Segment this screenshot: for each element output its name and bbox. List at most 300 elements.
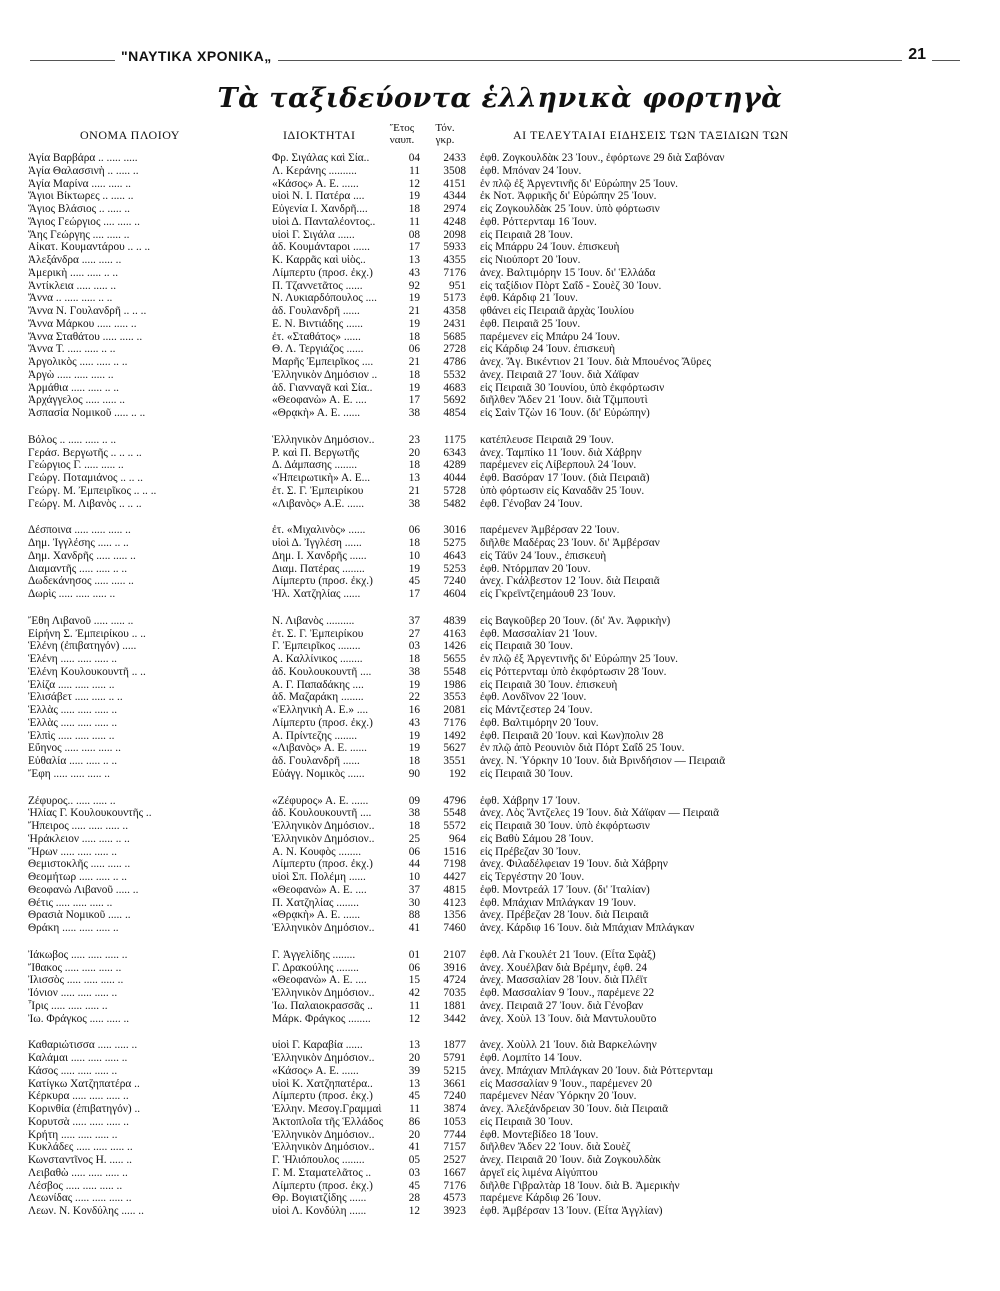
year-built: 01 (408, 948, 420, 961)
ship-name: Ἑλένη Κουλουκουντῆ .. .. (28, 665, 146, 678)
latest-news: ἐφθ. Χάβρην 17 Ἰουν. (480, 794, 581, 807)
year-built: 21 (408, 356, 420, 368)
ship-name: Δημ. Χανδρῆς ..... ..... .. (28, 549, 136, 562)
owner: Ἑλληνικὸν Δημόσιον .. (272, 368, 378, 381)
ship-name: Ἁγία Μαρίνα ..... ..... .. (28, 177, 131, 190)
table-row (28, 241, 863, 254)
ship-group (28, 949, 863, 1026)
table-row (28, 190, 863, 203)
owner: υἱοὶ Λ. Κονδύλη ...... (272, 1205, 367, 1217)
owner: Εὐγενία Ι. Χανδρῆ.... (272, 203, 368, 215)
tonnage: 7460 (443, 922, 466, 934)
year-built: 16 (408, 704, 420, 716)
ship-name: Δωρὶς ..... ..... ..... .. (28, 588, 116, 600)
owner: Ἑλληνικὸν Δημόσιον.. (272, 987, 375, 999)
table-row (28, 1000, 863, 1013)
year-built: 10 (408, 871, 420, 883)
year-built: 45 (408, 1090, 420, 1103)
year-built: 21 (408, 305, 420, 317)
tonnage: 4683 (443, 381, 466, 394)
tonnage: 3923 (443, 1205, 466, 1217)
year-built: 30 (408, 896, 420, 909)
year-built: 45 (408, 575, 420, 588)
year-built: 42 (408, 987, 420, 999)
ship-name: Ἀργολικὸς ..... ..... .. .. (28, 356, 128, 368)
tonnage: 2974 (443, 203, 466, 215)
tonnage: 3016 (443, 524, 466, 537)
ship-name: Κρήτη ..... ..... ..... .. (28, 1128, 118, 1141)
table-row (28, 897, 863, 910)
ship-name: Λειβαθὼ ..... ..... ..... .. (28, 1166, 128, 1179)
owner: υἱοὶ Κ. Χατζηπατέρα.. (272, 1077, 373, 1090)
year-built: 18 (408, 203, 420, 215)
owner: Λίμπερτυ (προσ. ἐκχ.) (272, 858, 373, 871)
year-built: 06 (408, 845, 420, 858)
tonnage: 7198 (443, 858, 466, 871)
table-row (28, 575, 863, 588)
latest-news: ἐφθ. Γένοβαν 24 Ἰουν. (480, 497, 583, 510)
year-built: 18 (408, 537, 420, 549)
tonnage: 4573 (443, 1192, 466, 1205)
tonnage: 5572 (443, 820, 466, 832)
latest-news: ἀνεχ. Χοὺλ 13 Ἰουν. διὰ Μαντυλουῦτο (480, 1012, 657, 1025)
latest-news: ἀργεῖ εἰς λιμένα Αἰγύπτου (480, 1166, 598, 1179)
tonnage: 4724 (443, 974, 466, 987)
year-built: 09 (408, 794, 420, 807)
tonnage: 1492 (443, 729, 466, 742)
year-built: 03 (408, 1166, 420, 1179)
latest-news: ἐφθ. Μπόναν 24 Ἰουν. (480, 164, 582, 177)
ship-name: Ἐλπὶς ..... ..... ..... .. (28, 729, 115, 742)
latest-news: παρέμενεν εἰς Λίβερπουλ 24 Ἰουν. (480, 459, 637, 472)
owner: Π. Χατζηλίας ........ (272, 896, 359, 909)
tonnage: 3553 (443, 691, 466, 704)
ship-group (28, 152, 863, 420)
owner: «Ἑλληνικὴ Α. Ε.» .... (272, 704, 369, 716)
year-built: 17 (408, 588, 420, 600)
ship-name: Ἥρων ..... ..... ..... .. (28, 845, 117, 858)
year-built: 38 (408, 807, 420, 820)
ship-name: Ἁγία Βαρβάρα .. ..... ..... (28, 152, 138, 164)
tonnage: 4815 (443, 883, 466, 896)
owner: Γ. Ἀγγελίδης ........ (272, 948, 356, 961)
owner: Γ. Δρακούλης ........ (272, 961, 359, 974)
latest-news: εἰς Μπάρρυ 24 Ἰουν. ἐπισκευὴ (480, 241, 620, 254)
ship-name: Ἀσπασία Νομικοῦ ..... .. .. (28, 407, 146, 419)
year-built: 13 (408, 472, 420, 484)
owner: Λ. Κεράνης .......... (272, 164, 357, 177)
ship-group (28, 434, 863, 511)
owner: Ἑλληνικὸν Δημόσιον.. (272, 1052, 375, 1064)
latest-news: εἰς Ζογκουλδὰκ 25 Ἰουν. ὑπὸ φόρτωσιν (480, 203, 660, 215)
tonnage: 7744 (443, 1128, 466, 1141)
tonnage: 7035 (443, 987, 466, 999)
latest-news: ἀνεχ. Γκάλβεστον 12 Ἰουν. διὰ Πειραιᾶ (480, 575, 660, 588)
owner: υἱοὶ Γ. Σιγάλα ...... (272, 228, 355, 241)
latest-news: ἀνεχ. Ταμπίκο 11 Ἰουν. διὰ Χάβρην (480, 446, 642, 459)
table-row (28, 203, 863, 216)
tonnage: 1986 (443, 678, 466, 691)
latest-news: ἀνεχ. Λὸς Ἄντζελες 19 Ἰουν. διὰ Χάϊφαν — Πειραιᾶ (480, 807, 720, 820)
year-built: 44 (408, 858, 420, 871)
year-built: 17 (408, 394, 420, 407)
latest-news: εἰς Πειραιᾶ 30 Ἰουν. (480, 640, 573, 653)
latest-news: ἀνεχ. Πρέβεζαν 28 Ἰουν. διὰ Πειραιᾶ (480, 909, 649, 922)
owner: Θ. Λ. Τεργιάζος ...... (272, 343, 364, 356)
latest-news: παρέμενεν Νέαν Ὑόρκην 20 Ἰουν. (480, 1090, 637, 1103)
table-row (28, 1205, 863, 1218)
latest-news: ὑπὸ φόρτωσιν εἰς Καναδᾶν 25 Ἰουν. (480, 484, 645, 497)
table-row (28, 871, 863, 884)
owner: «Λιβανὸς» Α. Ε. ...... (272, 742, 367, 755)
tonnage: 1426 (443, 640, 466, 653)
ship-name: Βόλος .. ..... ..... .. .. (28, 433, 117, 446)
tonnage: 1053 (443, 1115, 466, 1128)
running-header (30, 46, 960, 70)
latest-news: φθάνει εἰς Πειραιᾶ ἀρχὰς Ἰουλίου (480, 305, 635, 317)
ship-name: Ἁγία Θαλασσινὴ .. ..... .. (28, 164, 139, 177)
latest-news: εἰς Πειραιᾶ 30 Ἰουν. (480, 1115, 573, 1128)
year-built: 43 (408, 716, 420, 729)
ship-name: Θεοφανὼ Λιβανοῦ ..... .. (28, 883, 139, 896)
year-built: 19 (408, 729, 420, 742)
owner: Λίμπερτυ (προσ. ἐκχ.) (272, 1090, 373, 1103)
table-row (28, 305, 863, 318)
year-built: 17 (408, 241, 420, 254)
year-built: 21 (408, 484, 420, 497)
year-built: 03 (408, 640, 420, 653)
latest-news: εἰς Πειραιᾶ 30 Ἰουν. ἐπισκευὴ (480, 678, 618, 691)
tonnage: 4427 (443, 871, 466, 883)
table-row (28, 640, 863, 653)
year-built: 11 (409, 215, 420, 228)
table-row (28, 974, 863, 987)
tonnage: 4643 (443, 549, 466, 562)
col-tons (425, 122, 465, 146)
ship-name: Ἑλλὰς ..... ..... ..... .. (28, 704, 118, 716)
owner: Π. Τζαννετᾶτος ...... (272, 279, 363, 292)
latest-news: εἰς Βαγκοῦβερ 20 Ἰουν. (δι' Ἀν. Ἀφρικὴν) (480, 614, 671, 627)
table-row (28, 768, 863, 781)
latest-news: εἰς Πειραιᾶ 28 Ἰουν. (480, 228, 573, 241)
page-title: Τὰ ταξιδεύοντα ἑλληνικὰ φορτηγὰ (217, 83, 783, 114)
year-built: 19 (408, 381, 420, 394)
latest-news: ἀνεχ. Φιλαδέλφειαν 19 Ἰουν. διὰ Χάβρην (480, 858, 668, 871)
latest-news: διῆλθεν Ἄδεν 21 Ἰουν. διὰ Τζιμπουτὶ (480, 394, 648, 407)
latest-news: ἀνεχ. Μπάχιαν Μπλάγκαν 20 Ἰουν. διὰ Ρόττερνταμ (480, 1064, 714, 1077)
year-built: 19 (408, 292, 420, 305)
tonnage: 1667 (443, 1166, 466, 1179)
table-row (28, 254, 863, 267)
year-built: 20 (408, 1128, 420, 1141)
year-built: 41 (408, 1141, 420, 1154)
table-row (28, 550, 863, 563)
tonnage: 3916 (443, 961, 466, 974)
owner: Ἠλ. Χατζηλίας ...... (272, 588, 361, 600)
year-built: 37 (408, 614, 420, 627)
ship-name: Ἐλισάβετ ..... ..... .. .. (28, 691, 123, 704)
ship-name: Γεώργ. Ποταμιάνος .. .. .. (28, 472, 143, 484)
tonnage: 1356 (443, 909, 466, 922)
year-built: 12 (408, 177, 420, 190)
year-built: 38 (408, 407, 420, 419)
ship-name: Ἴθακος ..... ..... ..... .. (28, 961, 122, 974)
table-row (28, 537, 863, 550)
table-row (28, 820, 863, 833)
owner: Ἀκτοπλοΐα τῆς Ἑλλάδος (272, 1115, 384, 1128)
ship-name: Θράκη ..... ..... ..... .. (28, 922, 119, 934)
tonnage: 5253 (443, 562, 466, 575)
year-built: 12 (408, 1205, 420, 1217)
owner: «Θρᾳκὴ» Α. Ε. ...... (272, 407, 361, 419)
year-built: 45 (408, 1179, 420, 1192)
table-row (28, 653, 863, 666)
table-row (28, 1167, 863, 1180)
ship-name: Ἑλλὰς ..... ..... ..... .. (28, 716, 118, 729)
latest-news: εἰς Σαὶν Τζὼν 16 Ἰουν. (δι' Εὐρώπην) (480, 407, 650, 419)
tonnage: 5548 (443, 665, 466, 678)
year-built: 18 (408, 459, 420, 472)
tonnage: 5548 (443, 807, 466, 820)
owner: Κ. Καρρᾶς καὶ υἱὸς.. (272, 254, 366, 266)
year-built: 19 (408, 317, 420, 330)
owner: Α. Ν. Κουφὸς ........ (272, 845, 362, 858)
table-row (28, 858, 863, 871)
table-row (28, 1141, 863, 1154)
tonnage: 5173 (443, 292, 466, 305)
tonnage: 4151 (443, 177, 466, 190)
owner: «Θεοφανὼ» Α. Ε. .... (272, 394, 367, 407)
ship-name: Ἅης Γεώργης .... ..... .. (28, 228, 130, 241)
latest-news: ἐφθ. Πειραιᾶ 20 Ἰουν. καὶ Κων)πολιν 28 (480, 729, 664, 742)
owner: υἱοὶ Γ. Καραβία ...... (272, 1039, 363, 1052)
owner: Μάρκ. Φράγκος ........ (272, 1012, 371, 1025)
table-row (28, 331, 863, 344)
tonnage: 5215 (443, 1064, 466, 1077)
tonnage: 2098 (443, 228, 466, 241)
owner: ἀδ. Κουλουκουντῆ .... (272, 807, 372, 820)
latest-news: ἐφθ. Μασσαλίαν 21 Ἰουν. (480, 627, 598, 640)
ship-name: Ἑλένη ..... ..... ..... .. (28, 653, 117, 665)
owner: Ρ. καὶ Π. Βεργωτῆς (272, 446, 360, 459)
year-built: 04 (408, 152, 420, 164)
ship-name: Καθαριώτισσα ..... ..... .. (28, 1039, 138, 1052)
tonnage: 4248 (443, 215, 466, 228)
ship-name: Ἀλεξάνδρα ..... ..... .. (28, 254, 122, 266)
year-built: 06 (408, 343, 420, 356)
table-row (28, 382, 863, 395)
table-row (28, 165, 863, 178)
col-year-line1: Ἔτος (389, 122, 415, 134)
tonnage: 3508 (443, 164, 466, 177)
tonnage: 3551 (443, 755, 466, 767)
year-built: 06 (408, 961, 420, 974)
latest-news: παρέμενε Κάρδιφ 26 Ἰουν. (480, 1192, 602, 1205)
ship-name: Εἰρήνη Σ. Ἐμπειρίκου .. .. (28, 627, 146, 640)
latest-news: ἀνεχ. Χουέλβαν διὰ Βρέμην, ἐφθ. 24 (480, 961, 648, 974)
latest-news: ἐν πλῷ ἐξ Ἀργεντινῆς δι' Εὐρώπην 25 Ἰουν. (480, 653, 678, 665)
table-row (28, 369, 863, 382)
owner: Δ. Δάμπασης ........ (272, 459, 358, 472)
table-row (28, 472, 863, 485)
latest-news: ἐκ Νοτ. Ἀφρικῆς δι' Εὐρώπην 25 Ἰουν. (480, 190, 657, 203)
table-row (28, 742, 863, 755)
page-number: 21 (902, 46, 932, 64)
tonnage: 964 (449, 832, 466, 845)
year-built: 92 (408, 279, 420, 292)
latest-news: διῆλθε Γιβραλτὰρ 18 Ἰουν. διὰ Β. Ἀμερικὴν (480, 1179, 680, 1192)
owner: ἐτ. Σ. Γ. Ἐμπειρίκου (272, 627, 364, 640)
latest-news: ἐφθ. Ἀμβέρσαν 13 Ἰουν. (Εἶτα Ἀγγλίαν) (480, 1205, 663, 1217)
latest-news: ἐφθ. Κάρδιφ 21 Ἰουν. (480, 292, 578, 305)
year-built: 43 (408, 266, 420, 279)
latest-news: παρέμενεν εἰς Μπάρυ 24 Ἰουν. (480, 330, 620, 343)
owner: Ἑλληνικὸν Δημόσιον.. (272, 820, 375, 832)
ship-name: Κορυτσὰ ..... ..... ..... .. (28, 1115, 129, 1128)
table-row (28, 1039, 863, 1052)
year-built: 19 (408, 562, 420, 575)
table-row (28, 524, 863, 537)
ship-name: Ἡλίας Γ. Κουλουκουντῆς .. (28, 807, 152, 820)
owner: Δημ. Ι. Χανδρῆς ...... (272, 549, 367, 562)
ship-name: Λέσβος ..... ..... ..... .. (28, 1179, 123, 1192)
latest-news: εἰς ταξίδιον Πὸρτ Σαΐδ - Σουὲζ 30 Ἰουν. (480, 279, 662, 292)
ship-name: Ἰω. Φράγκος ..... ..... .. (28, 1012, 130, 1025)
tonnage: 5728 (443, 484, 466, 497)
year-built: 12 (408, 1012, 420, 1025)
owner: υἱοὶ Δ. Πανταλέοντος.. (272, 215, 376, 228)
ship-name: Θρασιὰ Νομικοῦ ..... .. (28, 909, 131, 922)
ship-name: Ἀμερικὴ ..... ..... .. .. (28, 266, 119, 279)
ship-name: Εὔηνος ..... ..... ..... .. (28, 742, 121, 755)
tonnage: 4355 (443, 254, 466, 266)
ship-name: Λεωνίδας ..... ..... ..... .. (28, 1192, 132, 1205)
latest-news: ἐφθ. Βαλτιμόρην 20 Ἰουν. (480, 716, 599, 729)
owner: Ε. Ν. Βιντιάδης ...... (272, 317, 364, 330)
ship-name: Θέτις ..... ..... ..... .. (28, 896, 113, 909)
tonnage: 7176 (443, 716, 466, 729)
latest-news: κατέπλευσε Πειραιᾶ 29 Ἰουν. (480, 433, 614, 446)
tonnage: 5482 (443, 497, 466, 510)
col-tons-line1: Τόν. (435, 122, 455, 134)
latest-news: εἰς Κάρδιφ 24 Ἰουν. ἐπισκευὴ (480, 343, 616, 356)
tonnage: 5655 (443, 653, 466, 665)
tonnage: 3661 (443, 1077, 466, 1090)
column-headers (0, 122, 1000, 152)
latest-news: διῆλθε Μαδέρας 23 Ἰουν. δι' Ἀμβέρσαν (480, 537, 660, 549)
ship-name: Ἀργὼ ..... ..... ..... .. (28, 368, 114, 381)
tonnage: 7240 (443, 1090, 466, 1103)
latest-news: εἰς Τεργέστην 20 Ἰουν. (480, 871, 585, 883)
table-row (28, 1065, 863, 1078)
table-row (28, 987, 863, 1000)
owner: ἐτ. «Μιχαλινὸς» ...... (272, 524, 366, 537)
latest-news: ἐφθ. Ντόρμπαν 20 Ἰουν. (480, 562, 591, 575)
year-built: 11 (409, 1103, 420, 1115)
ship-group (28, 795, 863, 935)
owner: ἀδ. Κουμάνταροι ...... (272, 241, 370, 254)
latest-news: ἀνεχ. Ἀλεξάνδρειαν 30 Ἰουν. διὰ Πειραιᾶ (480, 1103, 669, 1115)
ship-name: Ἔθη Λιβανοῦ ..... ..... .. (28, 614, 134, 627)
owner: υἱοὶ Σπ. Πολέμη ...... (272, 871, 366, 883)
year-built: 20 (408, 1052, 420, 1064)
tonnage: 5685 (443, 330, 466, 343)
owner: Γ. Μ. Σταματελᾶτος .. (272, 1166, 372, 1179)
table-row (28, 962, 863, 975)
ship-name: Γεράσ. Βεργωτῆς .. .. .. .. (28, 446, 142, 459)
year-built: 37 (408, 883, 420, 896)
ship-name: Δωδεκάνησος ..... ..... .. (28, 575, 134, 588)
table-row (28, 1192, 863, 1205)
table-row (28, 666, 863, 679)
tonnage: 4289 (443, 459, 466, 472)
owner: ἐτ. «Σταθάτος» ...... (272, 330, 361, 343)
latest-news: ἀνεχ. Πειραιᾶ 27 Ἰουν. διὰ Γένοβαν (480, 999, 644, 1012)
journal-name: "ΝΑΥΤΙΚΑ ΧΡΟΝΙΚΑ„ (115, 48, 278, 64)
ship-name: Ἄννα Μάρκου ..... ..... .. (28, 317, 137, 330)
owner: ἀδ. Κουλουκουντῆ .... (272, 665, 372, 678)
ship-name: Ἄννα .. ..... ..... .. .. (28, 292, 113, 305)
ship-name: Αἰκατ. Κουμαντάρου .. .. .. (28, 241, 151, 254)
table-row (28, 1154, 863, 1167)
year-built: 18 (408, 820, 420, 832)
owner: «Θεοφανὼ» Α. Ε. .... (272, 883, 367, 896)
ship-name: Ἰλισσὸς ..... ..... ..... .. (28, 974, 124, 987)
table-row (28, 704, 863, 717)
owner: Λίμπερτυ (προσ. ἐκχ.) (272, 266, 373, 279)
owner: Ν. Λυκιαρδόπουλος .... (272, 292, 377, 305)
year-built: 11 (409, 999, 420, 1012)
ship-group (28, 1039, 863, 1218)
tonnage: 7176 (443, 1179, 466, 1192)
latest-news: ἀνεχ. Ἅγ. Βικέντιον 21 Ἰουν. διὰ Μπουένος Ἄϋρες (480, 356, 711, 368)
tonnage: 951 (449, 279, 466, 292)
year-built: 19 (408, 190, 420, 203)
table-row (28, 229, 863, 242)
owner: Εὐάγγ. Νομικὸς ...... (272, 767, 365, 780)
ship-name: Ἤπειρος ..... ..... ..... .. (28, 820, 129, 832)
ship-name: Κυκλάδες ..... ..... ..... .. (28, 1141, 133, 1154)
ship-name: Διαμαντῆς ..... ..... .. .. (28, 562, 128, 575)
tonnage: 4344 (443, 190, 466, 203)
owner: «Θρᾳκὴ» Α. Ε. ...... (272, 909, 361, 922)
latest-news: εἰς Πειραιᾶ 30 Ἰουν. ὑπὸ ἐκφόρτωσιν (480, 820, 650, 832)
latest-news: ἐφθ. Μοντρεάλ 17 Ἰουν. (δι' Ἰταλίαν) (480, 883, 650, 896)
owner: Μαρῆς Ἐμπειρῖκος .... (272, 356, 374, 368)
table-row (28, 280, 863, 293)
tonnage: 2728 (443, 343, 466, 356)
owner: ἀδ. Γιανναγᾶ καὶ Σία.. (272, 381, 373, 394)
ship-name: Ἰόνιον ..... ..... ..... .. (28, 987, 118, 999)
ship-name: Κορινθία (ἐπιβατηγόν) .. (28, 1103, 141, 1115)
tonnage: 1877 (443, 1039, 466, 1052)
year-built: 19 (408, 678, 420, 691)
latest-news: ἀνεχ. Μασσαλίαν 28 Ἰουν. διὰ Πλέϊτ (480, 974, 648, 987)
table-row (28, 407, 863, 420)
year-built: 19 (408, 742, 420, 755)
owner: ἀδ. Γουλανδρῆ ...... (272, 755, 360, 767)
table-row (28, 1078, 863, 1091)
tonnage: 4796 (443, 794, 466, 807)
ship-group (28, 615, 863, 781)
owner: υἱοὶ Ν. Ι. Πατέρα .... (272, 190, 365, 203)
latest-news: εἰς Πειραιᾶ 30 Ἰουν. (480, 767, 573, 780)
table-row (28, 498, 863, 511)
col-tons-line2: γκρ. (435, 134, 455, 146)
tonnage: 3442 (443, 1012, 466, 1025)
ship-name: Γεώργ. Μ. Ἐμπειρῖκος .. .. .. (28, 484, 157, 497)
latest-news: εἰς Μασσαλίαν 9 Ἰουν., παρέμενεν 20 (480, 1077, 653, 1090)
